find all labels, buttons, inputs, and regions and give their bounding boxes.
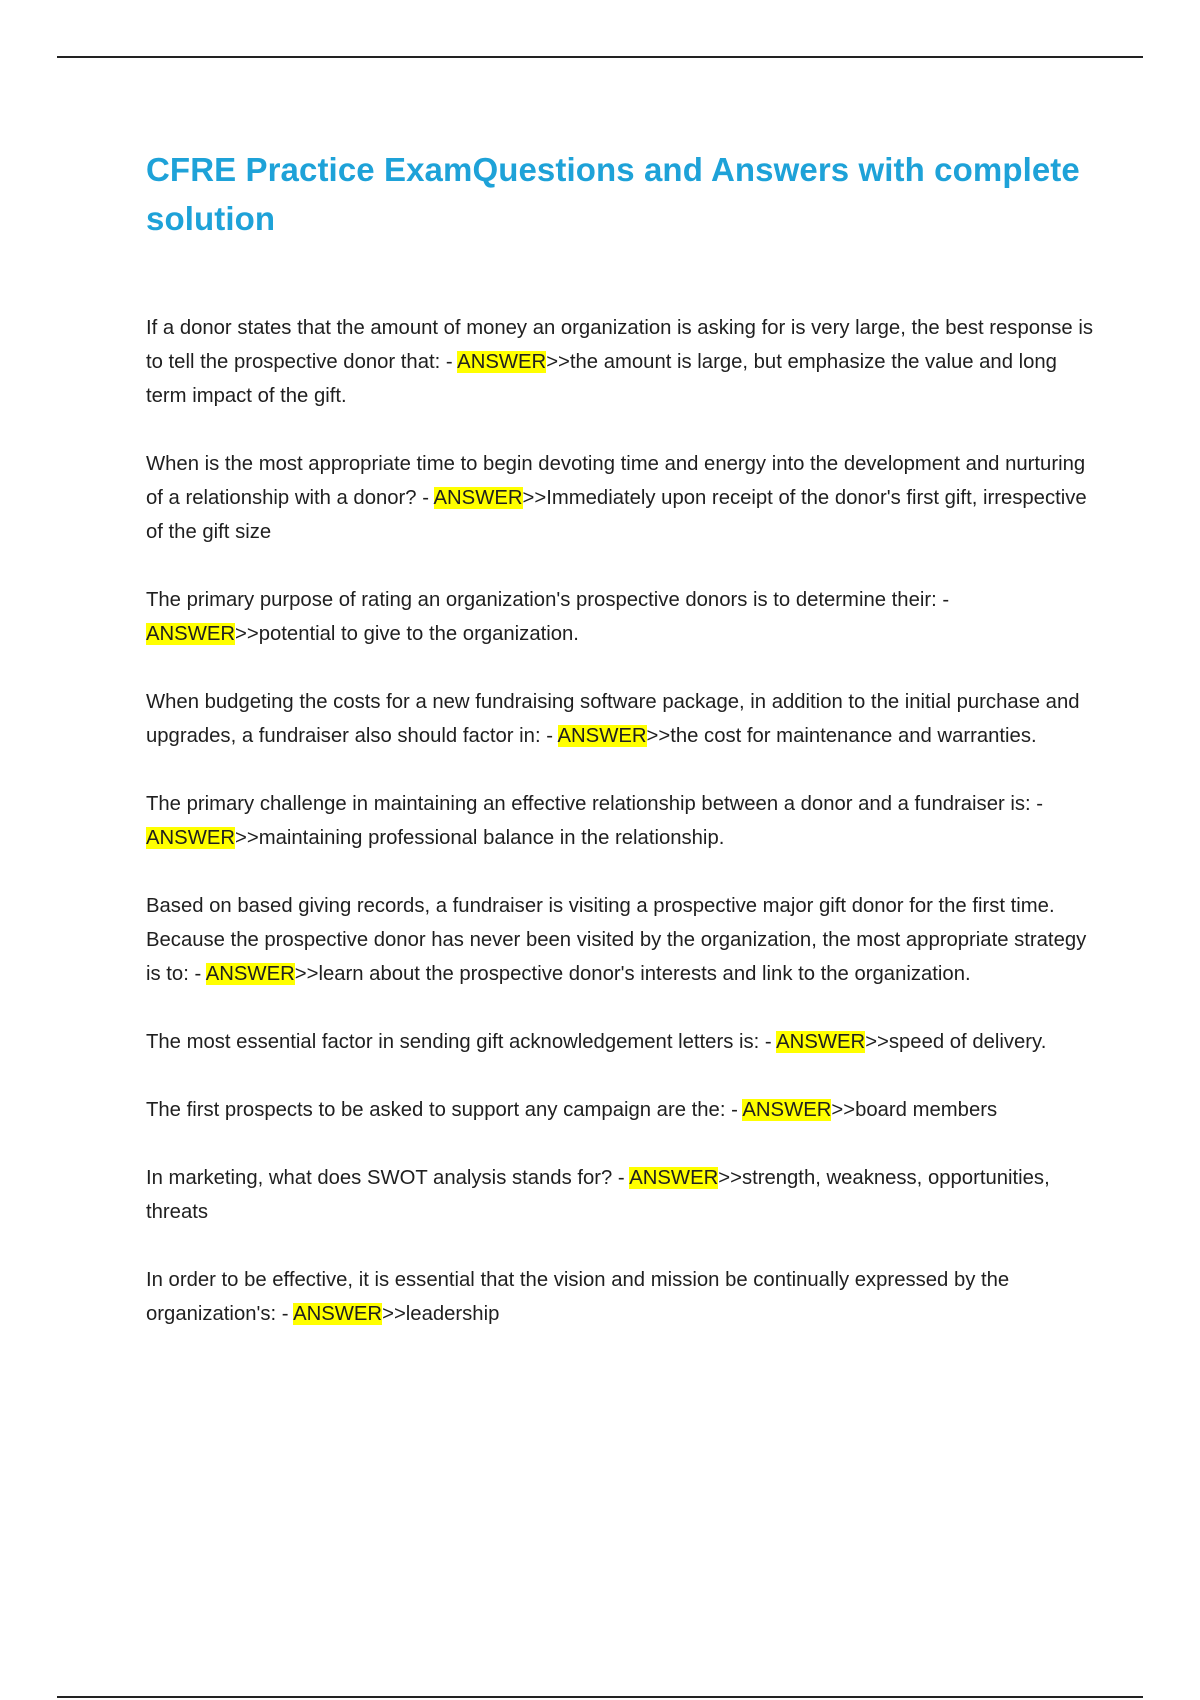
qa-item bbox=[146, 1263, 1098, 1331]
question-text: The most essential factor in sending gift acknowledgement letters is: - bbox=[146, 1031, 777, 1053]
question-text: In marketing, what does SWOT analysis stands for? - bbox=[146, 1167, 630, 1189]
qa-item bbox=[146, 787, 1098, 855]
qa-list bbox=[146, 311, 1098, 1331]
answer-text: >>the cost for maintenance and warranties. bbox=[646, 725, 1037, 747]
question-text: Based on based giving records, a fundraiser is visiting a prospective major gift donor for the first time. Because the prospective donor has never been visited by the organization, the most appropriate strategy is to: - bbox=[146, 895, 1087, 985]
answer-tag: ANSWER bbox=[776, 1031, 866, 1053]
question-text: The primary purpose of rating an organization's prospective donors is to determine their: - bbox=[146, 589, 950, 611]
answer-text: >>learn about the prospective donor's interests and link to the organization. bbox=[294, 963, 971, 985]
qa-item bbox=[146, 583, 1098, 651]
answer-text: >>speed of delivery. bbox=[865, 1031, 1047, 1053]
answer-text: >>maintaining professional balance in the relationship. bbox=[235, 827, 725, 849]
qa-item bbox=[146, 1161, 1098, 1229]
qa-item bbox=[146, 889, 1098, 991]
qa-item bbox=[146, 1025, 1098, 1059]
answer-tag: ANSWER bbox=[146, 827, 236, 849]
answer-tag: ANSWER bbox=[457, 351, 547, 373]
question-text: When is the most appropriate time to begin devoting time and energy into the development and nurturing of a relationship with a donor? - bbox=[146, 453, 1086, 509]
answer-tag: ANSWER bbox=[629, 1167, 719, 1189]
answer-text: >>Immediately upon receipt of the donor's first gift, irrespective of the gift size bbox=[146, 487, 1087, 543]
answer-text: >>the amount is large, but emphasize the value and long term impact of the gift. bbox=[146, 351, 1057, 407]
answer-text: >>leadership bbox=[382, 1303, 500, 1325]
question-text: The primary challenge in maintaining an effective relationship between a donor and a fundraiser is: - bbox=[146, 793, 1044, 815]
answer-tag: ANSWER bbox=[742, 1099, 832, 1121]
answer-tag: ANSWER bbox=[557, 725, 647, 747]
answer-tag: ANSWER bbox=[433, 487, 523, 509]
top-rule bbox=[57, 56, 1143, 58]
document-title: CFRE Practice ExamQuestions and Answers with complete solution bbox=[146, 151, 1080, 237]
page-content bbox=[146, 145, 1098, 1365]
question-text: If a donor states that the amount of money an organization is asking for is very large, the best response is to tell the prospective donor that: - bbox=[146, 317, 1093, 373]
qa-item bbox=[146, 685, 1098, 753]
answer-text: >>strength, weakness, opportunities, threats bbox=[146, 1167, 1050, 1223]
answer-text: >>board members bbox=[831, 1099, 998, 1121]
answer-tag: ANSWER bbox=[205, 963, 295, 985]
answer-tag: ANSWER bbox=[146, 623, 236, 645]
question-text: When budgeting the costs for a new fundraising software package, in addition to the initial purchase and upgrades, a fundraiser also should factor in: - bbox=[146, 691, 1080, 747]
qa-item bbox=[146, 1093, 1098, 1127]
question-text: The first prospects to be asked to support any campaign are the: - bbox=[146, 1099, 743, 1121]
answer-tag: ANSWER bbox=[293, 1303, 383, 1325]
qa-item bbox=[146, 311, 1098, 413]
question-text: In order to be effective, it is essential that the vision and mission be continually expressed by the organization's: - bbox=[146, 1269, 1010, 1325]
answer-text: >>potential to give to the organization. bbox=[235, 623, 579, 645]
qa-item bbox=[146, 447, 1098, 549]
bottom-rule bbox=[57, 1696, 1143, 1698]
